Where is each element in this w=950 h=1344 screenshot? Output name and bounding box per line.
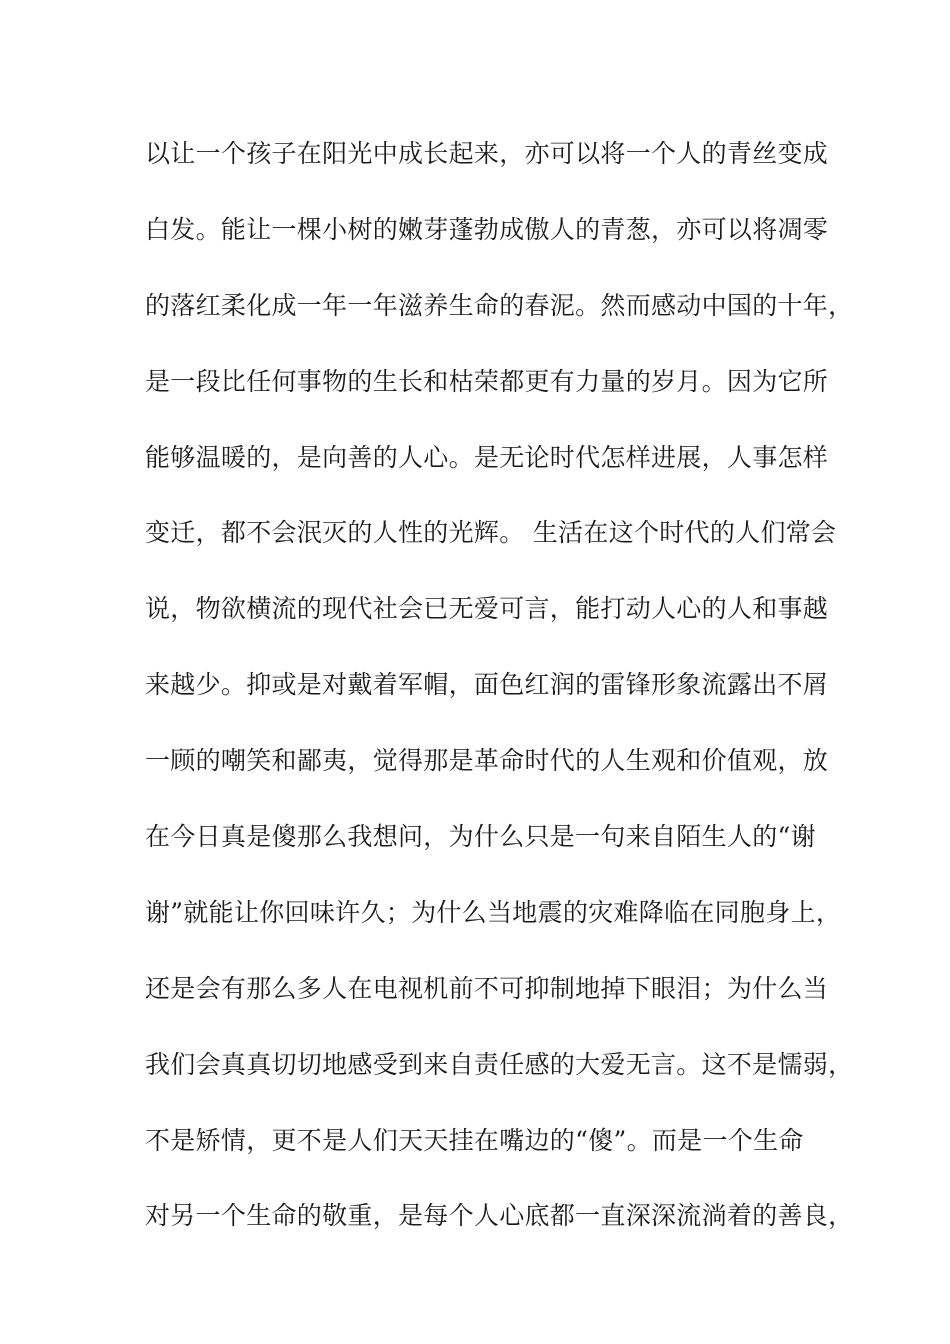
text-line-10: 在今日真是傻那么我想问，为什么只是一句来自陌生人的“谢 xyxy=(145,822,816,852)
text-line-11: 谢”就能让你回味许久；为什么当地震的灾难降临在同胞身上， xyxy=(145,897,842,927)
text-line-13: 我们会真真切切地感受到来自责任感的大爱无言。这不是懦弱， xyxy=(145,1049,854,1079)
text-line-7: 说，物欲横流的现代社会已无爱可言，能打动人心的人和事越 xyxy=(145,594,829,624)
text-line-8: 来越少。抑或是对戴着军帽，面色红润的雷锋形象流露出不屑 xyxy=(145,670,829,700)
text-line-14: 不是矫情，更不是人们天天挂在嘴边的“傻”。而是一个生命 xyxy=(145,1125,804,1155)
text-line-2: 白发。能让一棵小树的嫩芽蓬勃成傲人的青葱，亦可以将凋零 xyxy=(145,214,829,244)
text-line-15: 对另一个生命的敬重，是每个人心底都一直深深流淌着的善良， xyxy=(145,1201,854,1231)
text-line-5: 能够温暖的，是向善的人心。是无论时代怎样进展，人事怎样 xyxy=(145,442,829,472)
text-line-6: 变迁，都不会泯灭的人性的光辉。 生活在这个时代的人们常会 xyxy=(145,518,837,548)
text-line-9: 一顾的嘲笑和鄙夷，觉得那是革命时代的人生观和价值观，放 xyxy=(145,746,829,776)
text-line-4: 是一段比任何事物的生长和枯荣都更有力量的岁月。因为它所 xyxy=(145,366,829,396)
body-text xyxy=(145,128,854,1266)
text-line-1: 以让一个孩子在阳光中成长起来，亦可以将一个人的青丝变成 xyxy=(145,139,829,168)
text-line-3: 的落红柔化成一年一年滋养生命的春泥。然而感动中国的十年， xyxy=(145,290,854,320)
text-line-12: 还是会有那么多人在电视机前不可抑制地掉下眼泪；为什么当 xyxy=(145,973,829,1003)
